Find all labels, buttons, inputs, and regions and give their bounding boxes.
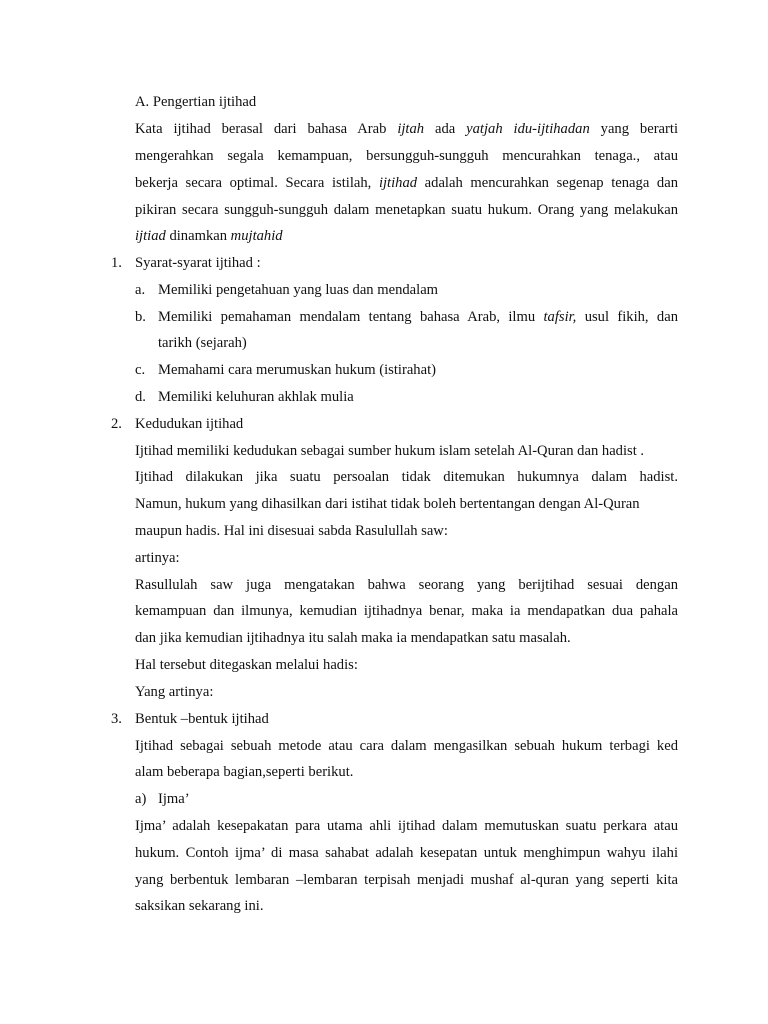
section-1-title: Syarat-syarat ijtihad : [135,255,261,271]
section-2-line: kemampuan dan ilmunya, kemudian ijtihadnya benar, maka ia mendapatkan dua pahala [135,603,678,619]
section-1-number: 1. [111,255,122,271]
section-2-title: Kedudukan ijtihad [135,416,244,432]
section-2-line: Ijtihad memiliki kedudukan sebagai sumber hukum islam setelah Al-Quran dan hadist . [135,443,645,459]
sub-item-line: Ijma’ adalah kesepakatan para utama ahli ijtihad dalam memutuskan suatu perkara atau [135,818,678,834]
list-item-b-letter: b. [135,309,146,325]
list-item-a-letter: a. [135,282,146,298]
section-2-line: Ijtihad dilakukan jika suatu persoalan tidak ditemukan hukumnya dalam hadist. [135,469,678,485]
list-item-c: Memahami cara merumuskan hukum (istirahat) [158,362,437,378]
list-item-c-letter: c. [135,362,146,378]
section-3-title: Bentuk –bentuk ijtihad [135,711,269,727]
section-3-line: alam beberapa bagian,seperti berikut. [135,764,354,780]
intro-line-2: mengerahkan segala kemampuan, bersungguh-sungguh mencurahkan tenaga., atau [135,148,678,164]
intro-line-4: pikiran secara sungguh-sungguh dalam menetapkan suatu hukum. Orang yang melakukan [135,202,678,218]
section-2-line: artinya: [135,550,180,566]
section-2-line: Rasullulah saw juga mengatakan bahwa seorang yang berijtihad sesuai dengan [135,577,678,593]
sub-item-line: hukum. Contoh ijma’ di masa sahabat adalah kesepatan untuk menghimpun wahyu ilahi [135,845,678,861]
section-heading: A. Pengertian ijtihad [135,94,257,110]
sub-item-line: yang berbentuk lembaran –lembaran terpisah menjadi mushaf al-quran yang seperti kita [135,872,678,888]
section-2-line: maupun hadis. Hal ini disesuai sabda Rasulullah saw: [135,523,448,539]
sub-item-title: Ijma’ [158,791,190,807]
intro-line-3: bekerja secara optimal. Secara istilah, ijtihad adalah mencurahkan segenap tenaga dan [135,175,678,191]
section-3-number: 3. [111,711,122,727]
section-2-line: Hal tersebut ditegaskan melalui hadis: [135,657,358,673]
list-item-d: Memiliki keluhuran akhlak mulia [158,389,354,405]
list-item-a: Memiliki pengetahuan yang luas dan mendalam [158,282,439,298]
sub-item-letter: a) [135,791,147,807]
intro-line-5: ijtiad dinamkan mujtahid [135,228,283,244]
section-2-line: Yang artinya: [135,684,214,700]
section-2-line: dan jika kemudian ijtihadnya itu salah maka ia mendapatkan satu masalah. [135,630,571,646]
list-item-d-letter: d. [135,389,146,405]
intro-line-1: Kata ijtihad berasal dari bahasa Arab ijtah ada yatjah idu-ijtihadan yang berarti [135,121,678,137]
sub-item-line: saksikan sekarang ini. [135,898,264,914]
list-item-b-cont: tarikh (sejarah) [158,335,247,351]
list-item-b: Memiliki pemahaman mendalam tentang bahasa Arab, ilmu tafsir, usul fikih, dan [158,309,678,325]
section-3-line: Ijtihad sebagai sebuah metode atau cara dalam mengasilkan sebuah hukum terbagi ked [135,738,678,754]
section-2-line: Namun, hukum yang dihasilkan dari istihat tidak boleh bertentangan dengan Al-Quran [135,496,640,512]
section-2-number: 2. [111,416,122,432]
